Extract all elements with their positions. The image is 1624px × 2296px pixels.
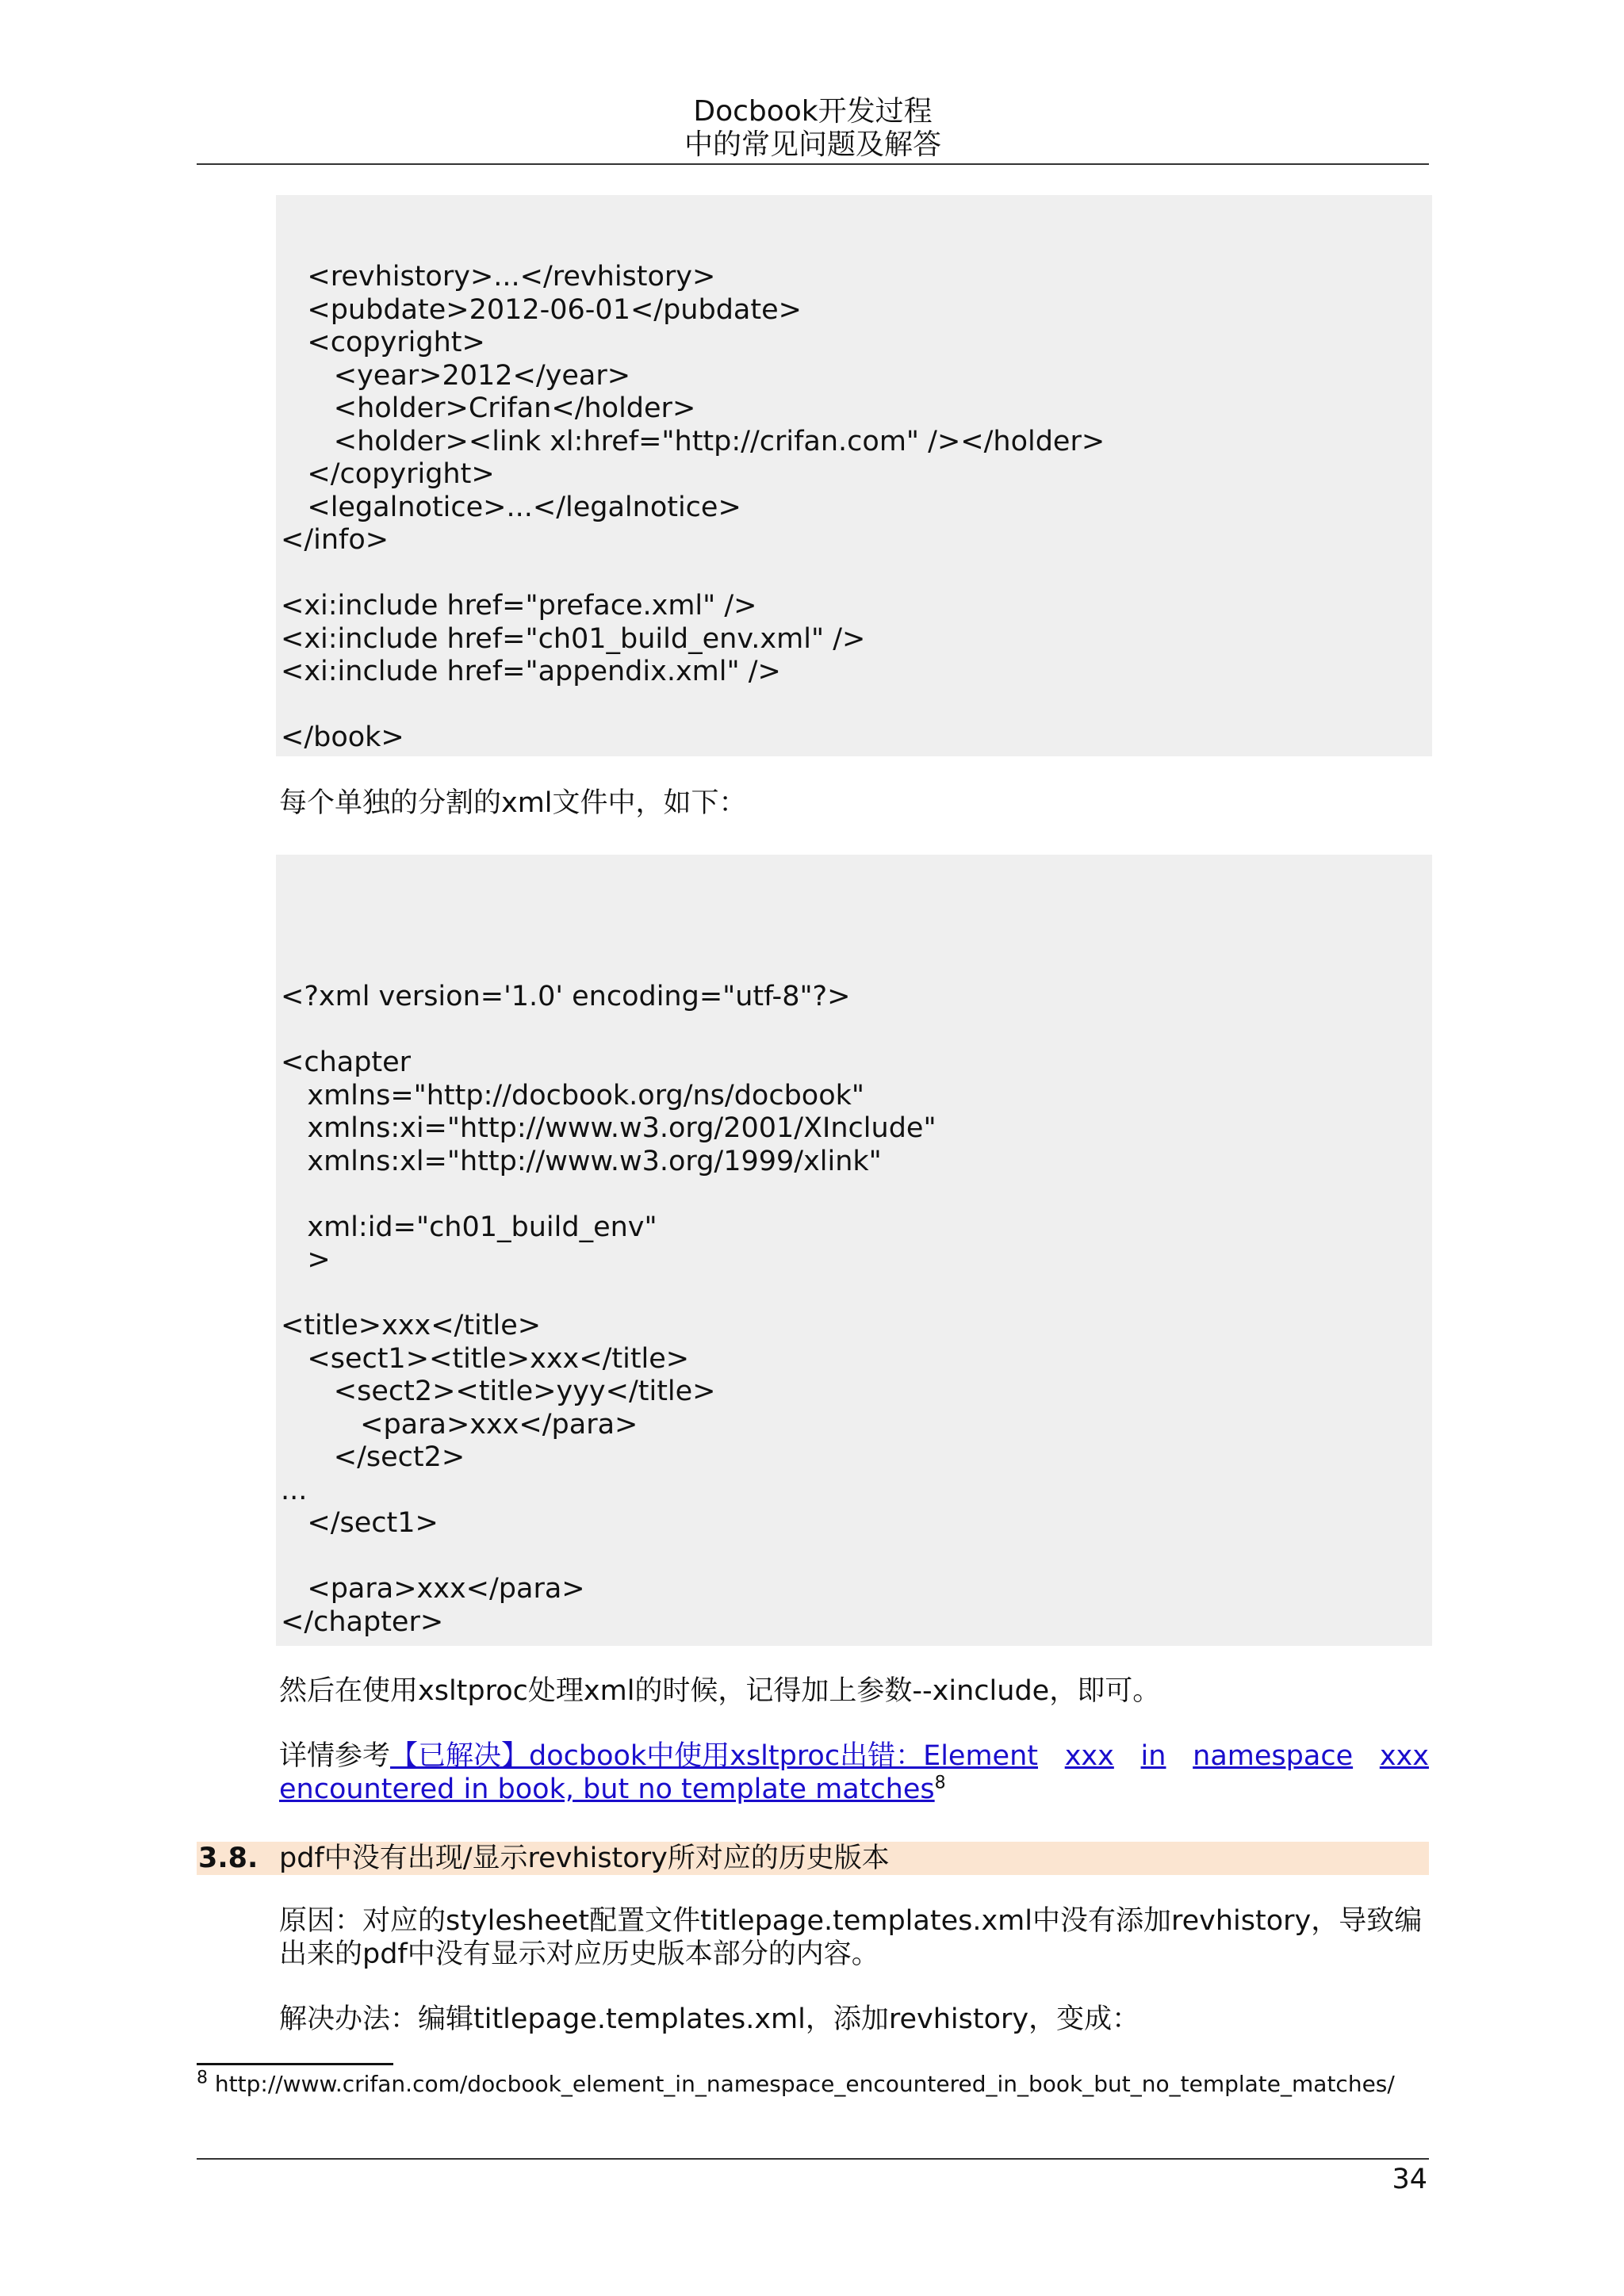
header-title-line2: 中的常见问题及解答 xyxy=(684,128,941,161)
code-block-book-xml xyxy=(276,195,1432,756)
footer-rule xyxy=(197,2158,1429,2160)
code-text: <revhistory>...</revhistory> <pubdate>2012-06-01</pubdate> <copyright> <year>2012</year> <holder>Crifan</holder> <holder><link xl:href="http://crifan.com" /></holder> </copyright> <legalnotice>...</legalnotice> </info> <xi:include href="preface.xml" /> <xi:include href="ch01_build_env.xml" /> <xi:include href="appendix.xml" /> </book> xyxy=(281,261,1105,753)
reference-link-part-1[interactable]: 【已解决】docbook中使用xsltproc出错：Element xyxy=(390,1740,1038,1772)
code-block-chapter-xml xyxy=(276,855,1432,1646)
paragraph-solution: 解决办法：编辑titlepage.templates.xml，添加revhistory，变成： xyxy=(279,2003,1140,2035)
reference-link-part-6[interactable]: encountered in book, but no template matches xyxy=(279,1774,935,1805)
reference-link-part-3[interactable]: in xyxy=(1140,1740,1166,1772)
footnote-url[interactable]: http://www.crifan.com/docbook_element_in_namespace_encountered_in_book_but_no_template_matches/ xyxy=(214,2071,1395,2097)
code-text: <?xml version='1.0' encoding="utf-8"?> <chapter xmlns="http://docbook.org/ns/docbook" xmlns:xi="http://www.w3.org/2001/XInclude" xmlns:xl="http://www.w3.org/1999/xlink" xml:id="ch01_build_env" > <title>xxx</title> <sect1><title>xxx</title> <sect2><title>yyy</title> <para>xxx</para> </sect2> ... </sect1> <para>xxx</para> </chapter> xyxy=(281,981,936,1638)
header-title-line1: Docbook开发过程 xyxy=(693,95,933,128)
page-number: 34 xyxy=(1392,2164,1427,2195)
reference-link-part-5[interactable]: xxx xyxy=(1379,1740,1429,1772)
paragraph-reason: 原因：对应的stylesheet配置文件titlepage.templates.xml中没有添加revhistory，导致编出来的pdf中没有显示对应历史版本部分的内容。 xyxy=(279,1905,1423,1970)
paragraph-split-files: 每个单独的分割的xml文件中，如下： xyxy=(279,787,747,819)
section-title: pdf中没有出现/显示revhistory所对应的历史版本 xyxy=(279,1843,890,1874)
section-number: 3.8. xyxy=(198,1843,259,1874)
footnote-number: 8 xyxy=(197,2068,208,2088)
reference-link-part-2[interactable]: xxx xyxy=(1064,1740,1114,1772)
page-header xyxy=(197,95,1429,162)
paragraph-xinclude: 然后在使用xsltproc处理xml的时候，记得加上参数--xinclude，即可。 xyxy=(279,1675,1161,1707)
reference-prefix: 详情参考 xyxy=(279,1740,391,1772)
footnote-rule xyxy=(197,2063,393,2065)
footnote-marker[interactable]: 8 xyxy=(934,1773,946,1793)
footnote xyxy=(197,2068,1395,2098)
section-heading xyxy=(197,1842,1429,1875)
reference-line-2 xyxy=(279,1773,1429,1806)
reference-line-1 xyxy=(279,1739,1429,1773)
reference-prefix-and-link-start xyxy=(279,1739,1038,1773)
header-rule xyxy=(197,163,1429,165)
reference-paragraph xyxy=(279,1739,1429,1806)
reference-link-part-4[interactable]: namespace xyxy=(1193,1740,1354,1772)
